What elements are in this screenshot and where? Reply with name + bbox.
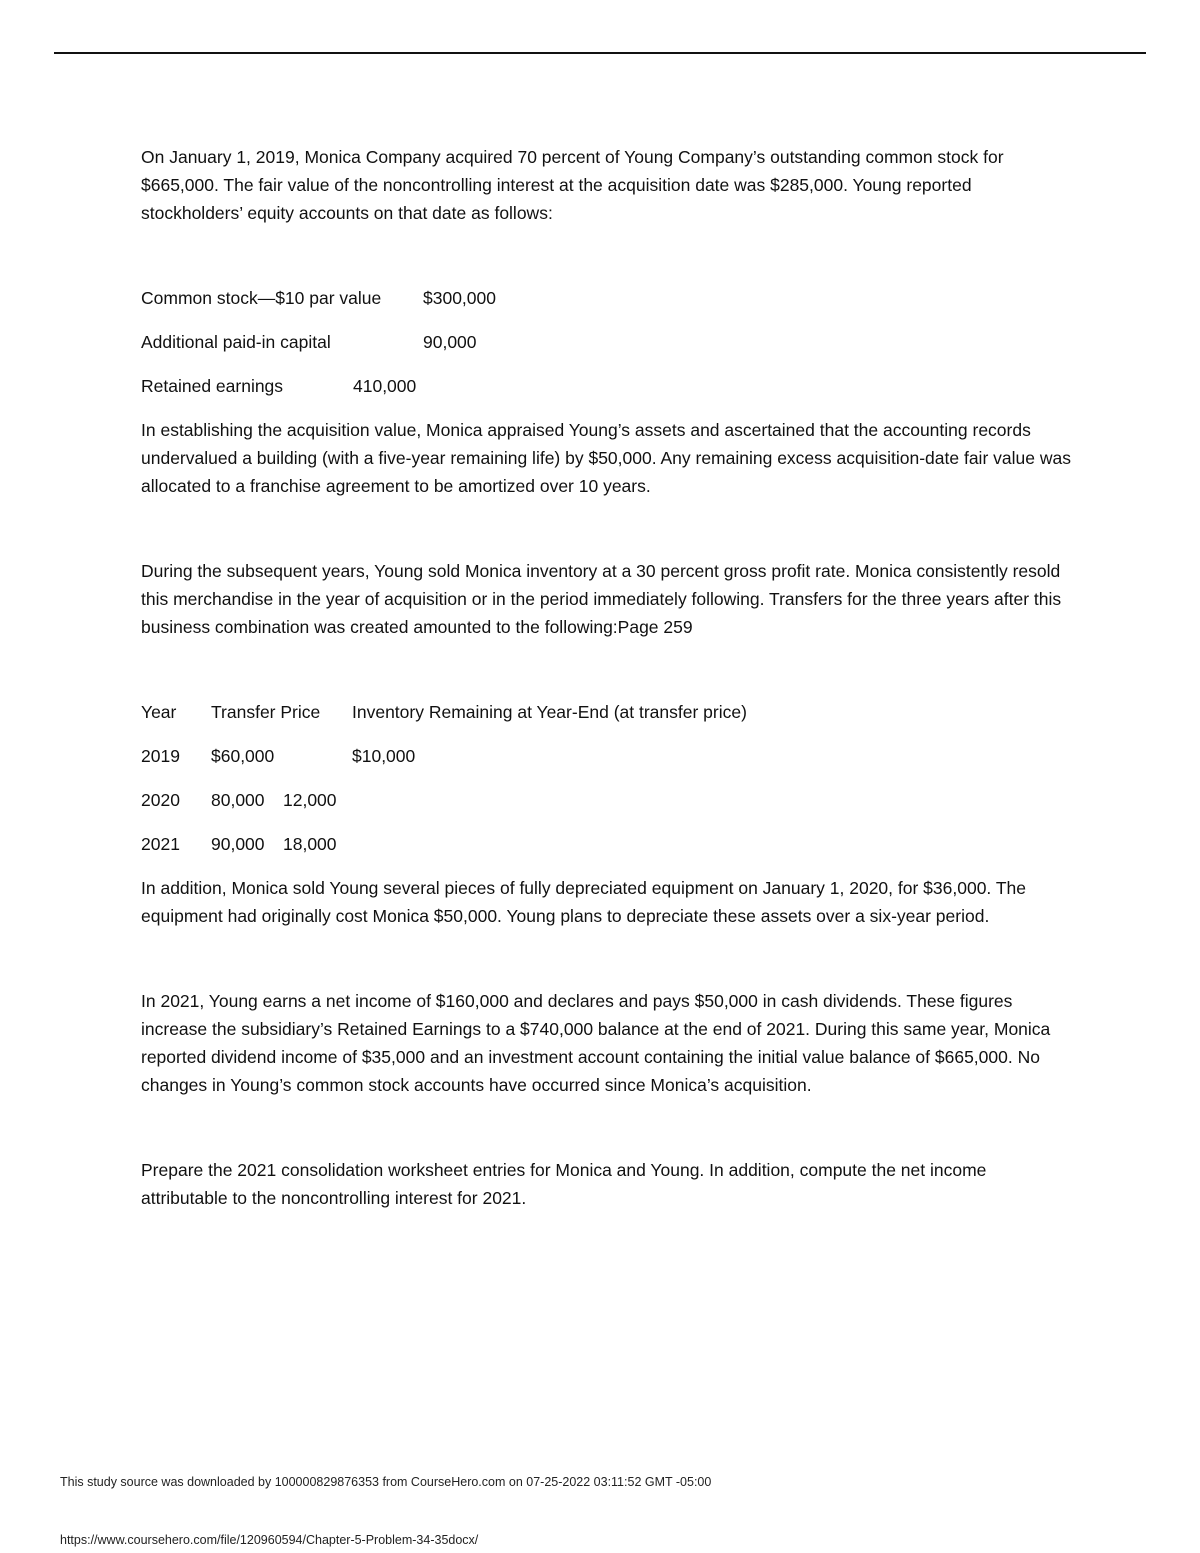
equity-row <box>141 284 1071 312</box>
download-source-notice: This study source was downloaded by 100000829876353 from CourseHero.com on 07-25-2022 03:11:52 GMT -05:00 <box>60 1475 712 1489</box>
cell-year: 2019 <box>141 746 180 766</box>
cell-year: 2021 <box>141 834 180 854</box>
intro-paragraph: On January 1, 2019, Monica Company acquired 70 percent of Young Company’s outstanding common stock for $665,000. The fair value of the noncontrolling interest at the acquisition date was $285,000. Young reported stockholders’ equity accounts on that date as follows: <box>141 147 1004 223</box>
cell-year: 2020 <box>141 790 180 810</box>
equity-value: 410,000 <box>353 376 417 396</box>
equity-label: Common stock—$10 par value <box>141 288 382 308</box>
cell-inventory-remaining: 12,000 <box>283 790 337 810</box>
column-header-transfer-price: Transfer Price <box>211 702 321 722</box>
table-row <box>141 830 1071 858</box>
header-divider <box>54 52 1146 54</box>
source-url[interactable]: https://www.coursehero.com/file/120960594/Chapter-5-Problem-34-35docx/ <box>60 1533 479 1547</box>
equity-row <box>141 328 1071 356</box>
equity-row <box>141 372 1071 400</box>
acquisition-paragraph: In establishing the acquisition value, Monica appraised Young’s assets and ascertained that the accounting records undervalued a building (with a five-year remaining life) by $50,000. Any remaining excess acquisition-date fair value was allocated to a franchise agreement to be amortized over 10 years. <box>141 420 1071 496</box>
cell-transfer-price: 90,000 <box>211 834 265 854</box>
equity-value: $300,000 <box>423 288 496 308</box>
transfer-table <box>141 698 1071 858</box>
inventory-paragraph: During the subsequent years, Young sold Monica inventory at a 30 percent gross profit rate. Monica consistently resold this merchandise in the year of acquisition or in the period immediately following. Transfers for the three years after this business combination was created amounted to the following:Page 259 <box>141 561 1062 637</box>
document-body <box>141 143 1071 1212</box>
equity-list <box>141 284 1071 400</box>
cell-transfer-price: $60,000 <box>211 746 275 766</box>
cell-transfer-price: 80,000 <box>211 790 265 810</box>
year-2021-paragraph: In 2021, Young earns a net income of $160,000 and declares and pays $50,000 in cash dividends. These figures increase the subsidiary’s Retained Earnings to a $740,000 balance at the end of 2021. During this same year, Monica reported dividend income of $35,000 and an investment account containing the initial value balance of $665,000. No changes in Young’s common stock accounts have occurred since Monica’s acquisition. <box>141 991 1051 1095</box>
column-header-year: Year <box>141 702 177 722</box>
equity-label: Retained earnings <box>141 376 284 396</box>
table-row <box>141 742 1071 770</box>
cell-inventory-remaining: $10,000 <box>352 746 416 766</box>
equipment-paragraph: In addition, Monica sold Young several pieces of fully depreciated equipment on January 1, 2020, for $36,000. The equipment had originally cost Monica $50,000. Young plans to depreciate these assets over a six-year period. <box>141 878 1026 926</box>
equity-value: 90,000 <box>423 332 477 352</box>
equity-label: Additional paid-in capital <box>141 332 331 352</box>
transfer-table-header <box>141 698 1071 726</box>
instructions-paragraph: Prepare the 2021 consolidation worksheet entries for Monica and Young. In addition, compute the net income attributable to the noncontrolling interest for 2021. <box>141 1160 987 1208</box>
table-row <box>141 786 1071 814</box>
cell-inventory-remaining: 18,000 <box>283 834 337 854</box>
column-header-inventory-remaining: Inventory Remaining at Year-End (at transfer price) <box>352 702 747 722</box>
